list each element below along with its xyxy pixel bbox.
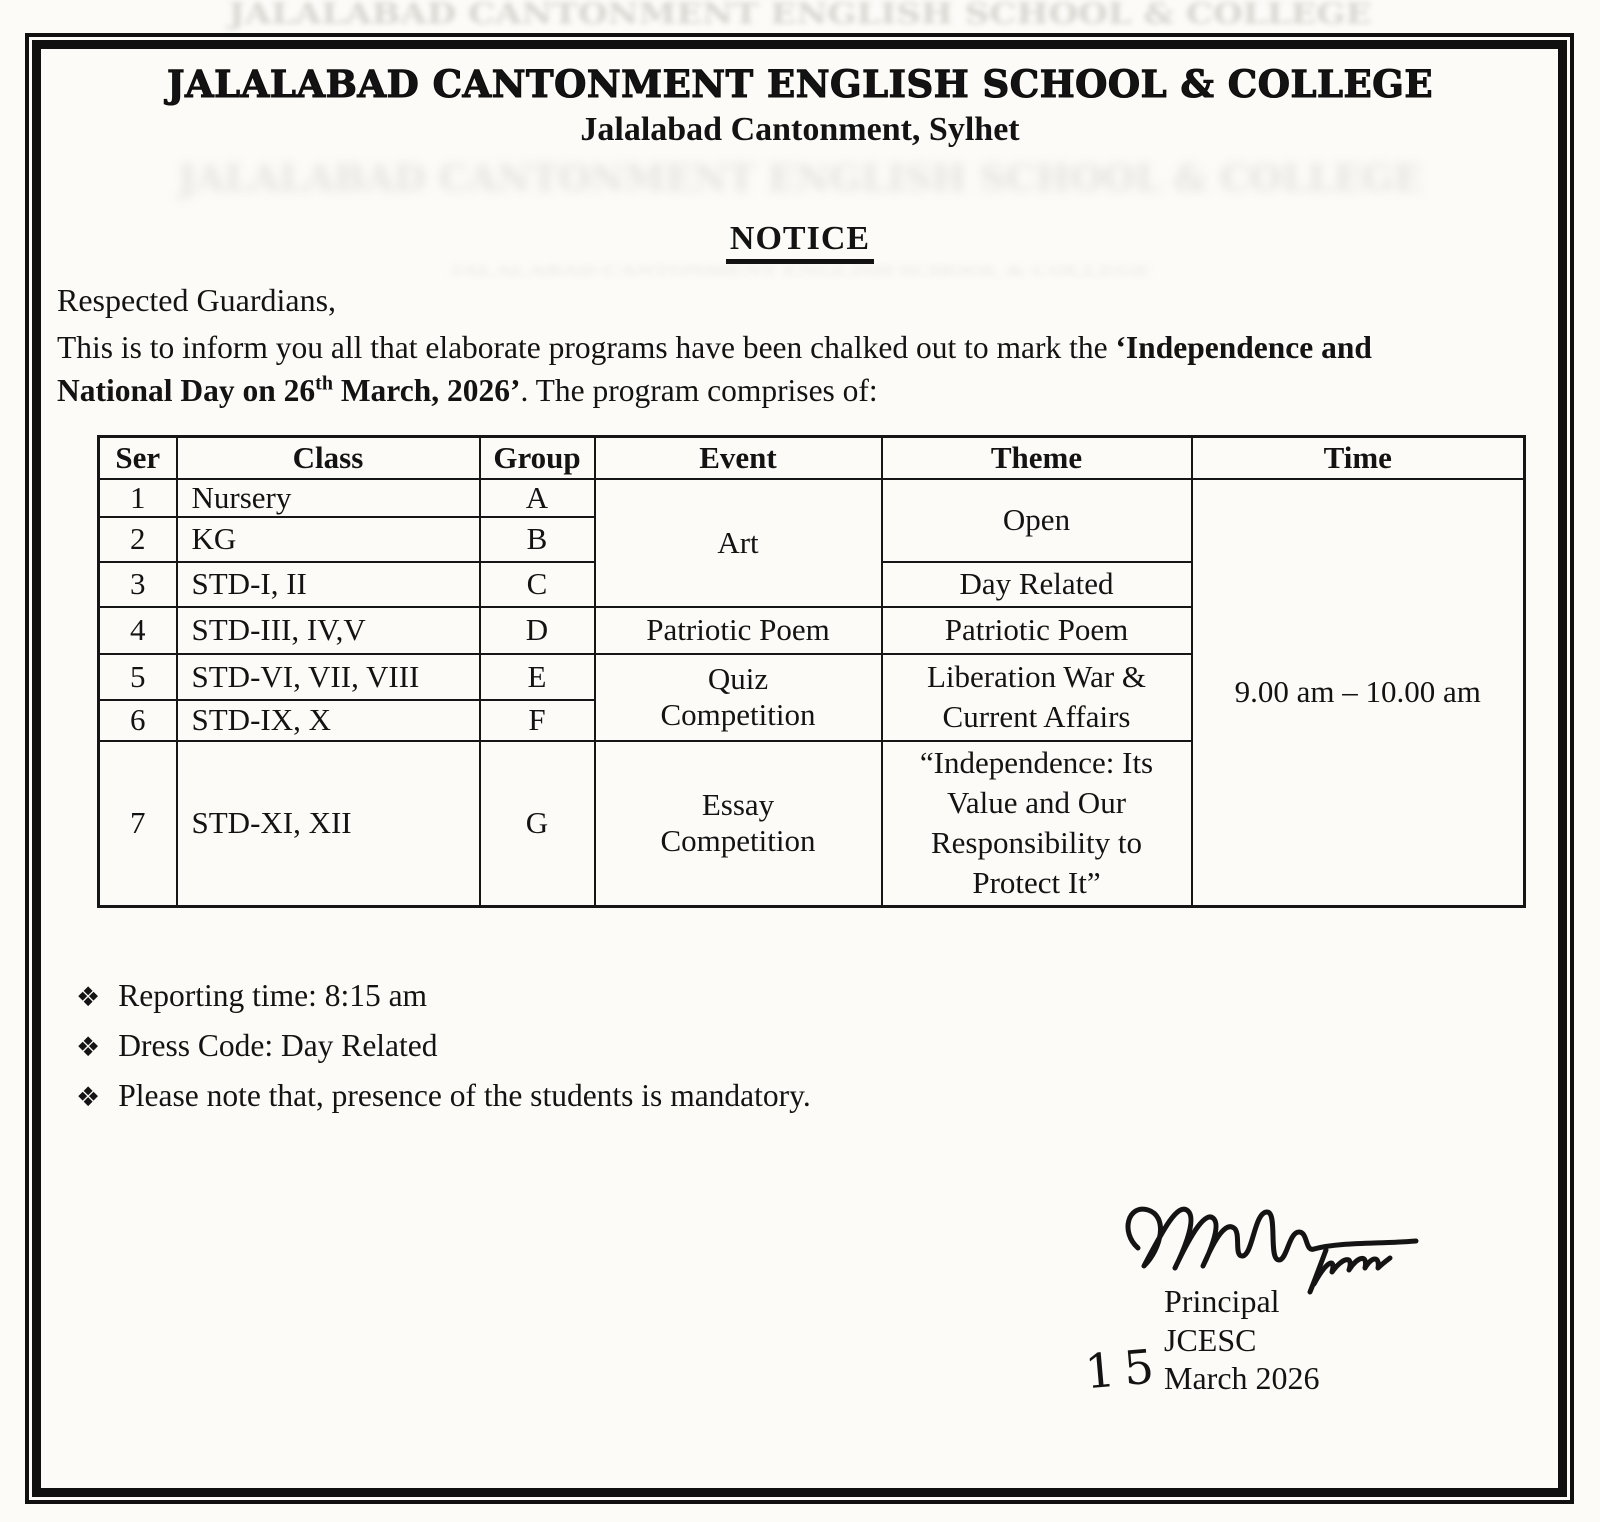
class-cell: STD-IX, X xyxy=(177,700,480,741)
event-cell-essay xyxy=(595,741,882,907)
col-header-theme: Theme xyxy=(882,437,1192,479)
principal-signature xyxy=(1118,1174,1430,1296)
time-cell: 9.00 am – 10.00 am xyxy=(1192,479,1525,907)
program-table xyxy=(97,435,1526,908)
ser-cell: 3 xyxy=(99,562,177,607)
event-cell-patriotic-poem: Patriotic Poem xyxy=(595,607,882,654)
class-cell: STD-VI, VII, VIII xyxy=(177,654,480,700)
theme-cell-liberation xyxy=(882,654,1192,741)
group-cell: D xyxy=(480,607,595,654)
class-cell: STD-III, IV,V xyxy=(177,607,480,654)
notice-paragraph xyxy=(57,326,1527,412)
group-cell: A xyxy=(480,479,595,517)
note-text: Please note that, presence of the students is mandatory. xyxy=(118,1078,811,1113)
note-item-reporting-time xyxy=(76,978,811,1014)
class-cell: KG xyxy=(177,517,480,562)
note-item-dress-code xyxy=(76,1028,811,1064)
notice-title-wrap xyxy=(0,220,1600,264)
theme-cell-day-related: Day Related xyxy=(882,562,1192,607)
paragraph-line-2-bold-cont: March, 2026’ xyxy=(332,373,521,408)
school-name: JALALABAD CANTONMENT ENGLISH SCHOOL & COLLEGE xyxy=(166,62,1434,106)
col-header-group: Group xyxy=(480,437,595,479)
group-cell: E xyxy=(480,654,595,700)
paragraph-line-2 xyxy=(57,369,1527,412)
paragraph-line-1-bold: ‘Independence and xyxy=(1115,330,1372,365)
event-cell-art: Art xyxy=(595,479,882,607)
col-header-event: Event xyxy=(595,437,882,479)
signature-date: March 2026 xyxy=(1164,1360,1320,1396)
ser-cell: 7 xyxy=(99,741,177,907)
bleedthrough-small-ghost: JALALABAD CANTONMENT ENGLISH SCHOOL & COLLEGE xyxy=(449,262,1151,281)
theme-cell-patriotic-poem: Patriotic Poem xyxy=(882,607,1192,654)
signature-title: Principal xyxy=(1164,1283,1280,1319)
col-header-class: Class xyxy=(177,437,480,479)
theme-independence-label: “Independence: Its Value and Our Responsibility to Protect It” xyxy=(919,745,1154,901)
note-text: Dress Code: Day Related xyxy=(118,1028,438,1063)
class-cell: STD-I, II xyxy=(177,562,480,607)
group-cell: C xyxy=(480,562,595,607)
paragraph-line-2-bold: National Day on 26 xyxy=(57,373,316,408)
bleedthrough-header-ghost: JALALABAD CANTONMENT ENGLISH SCHOOL & COLLEGE xyxy=(228,0,1372,31)
school-location: Jalalabad Cantonment, Sylhet xyxy=(580,111,1020,148)
group-cell: B xyxy=(480,517,595,562)
col-header-time: Time xyxy=(1192,437,1525,479)
diamond-bullet-icon: ❖ xyxy=(76,1032,101,1063)
class-cell: Nursery xyxy=(177,479,480,517)
ser-cell: 2 xyxy=(99,517,177,562)
ser-cell: 4 xyxy=(99,607,177,654)
theme-cell-independence xyxy=(882,741,1192,907)
theme-liberation-label: Liberation War & Current Affairs xyxy=(926,659,1147,734)
paragraph-line-1-normal: This is to inform you all that elaborate programs have been chalked out to mark the xyxy=(57,330,1116,365)
class-cell: STD-XI, XII xyxy=(177,741,480,907)
table-header-row xyxy=(99,437,1525,479)
signature-organization: JCESC xyxy=(1164,1321,1257,1358)
signature-block xyxy=(1164,1282,1320,1398)
diamond-bullet-icon: ❖ xyxy=(76,1082,101,1113)
notes-list xyxy=(76,978,811,1128)
table-row xyxy=(99,479,1525,517)
paragraph-line-1 xyxy=(57,326,1527,369)
group-cell: F xyxy=(480,700,595,741)
ser-cell: 1 xyxy=(99,479,177,517)
ordinal-superscript: th xyxy=(315,372,333,395)
notice-title: NOTICE xyxy=(726,220,874,264)
bleedthrough-mid-ghost: JALALABAD CANTONMENT ENGLISH SCHOOL & COLLEGE xyxy=(178,156,1422,200)
note-item-mandatory xyxy=(76,1078,811,1114)
greeting-text: Respected Guardians, xyxy=(57,282,337,318)
col-header-ser: Ser xyxy=(99,437,177,479)
note-text: Reporting time: 8:15 am xyxy=(118,978,428,1013)
theme-cell-open: Open xyxy=(882,479,1192,562)
event-cell-quiz xyxy=(595,654,882,741)
group-cell: G xyxy=(480,741,595,907)
event-essay-label: Essay Competition xyxy=(660,787,816,859)
handwritten-day: 15 xyxy=(1082,1338,1166,1401)
diamond-bullet-icon: ❖ xyxy=(76,982,101,1013)
ser-cell: 5 xyxy=(99,654,177,700)
paragraph-line-2-normal: . The program comprises of: xyxy=(520,373,878,408)
ser-cell: 6 xyxy=(99,700,177,741)
event-quiz-label: Quiz Competition xyxy=(660,661,816,732)
